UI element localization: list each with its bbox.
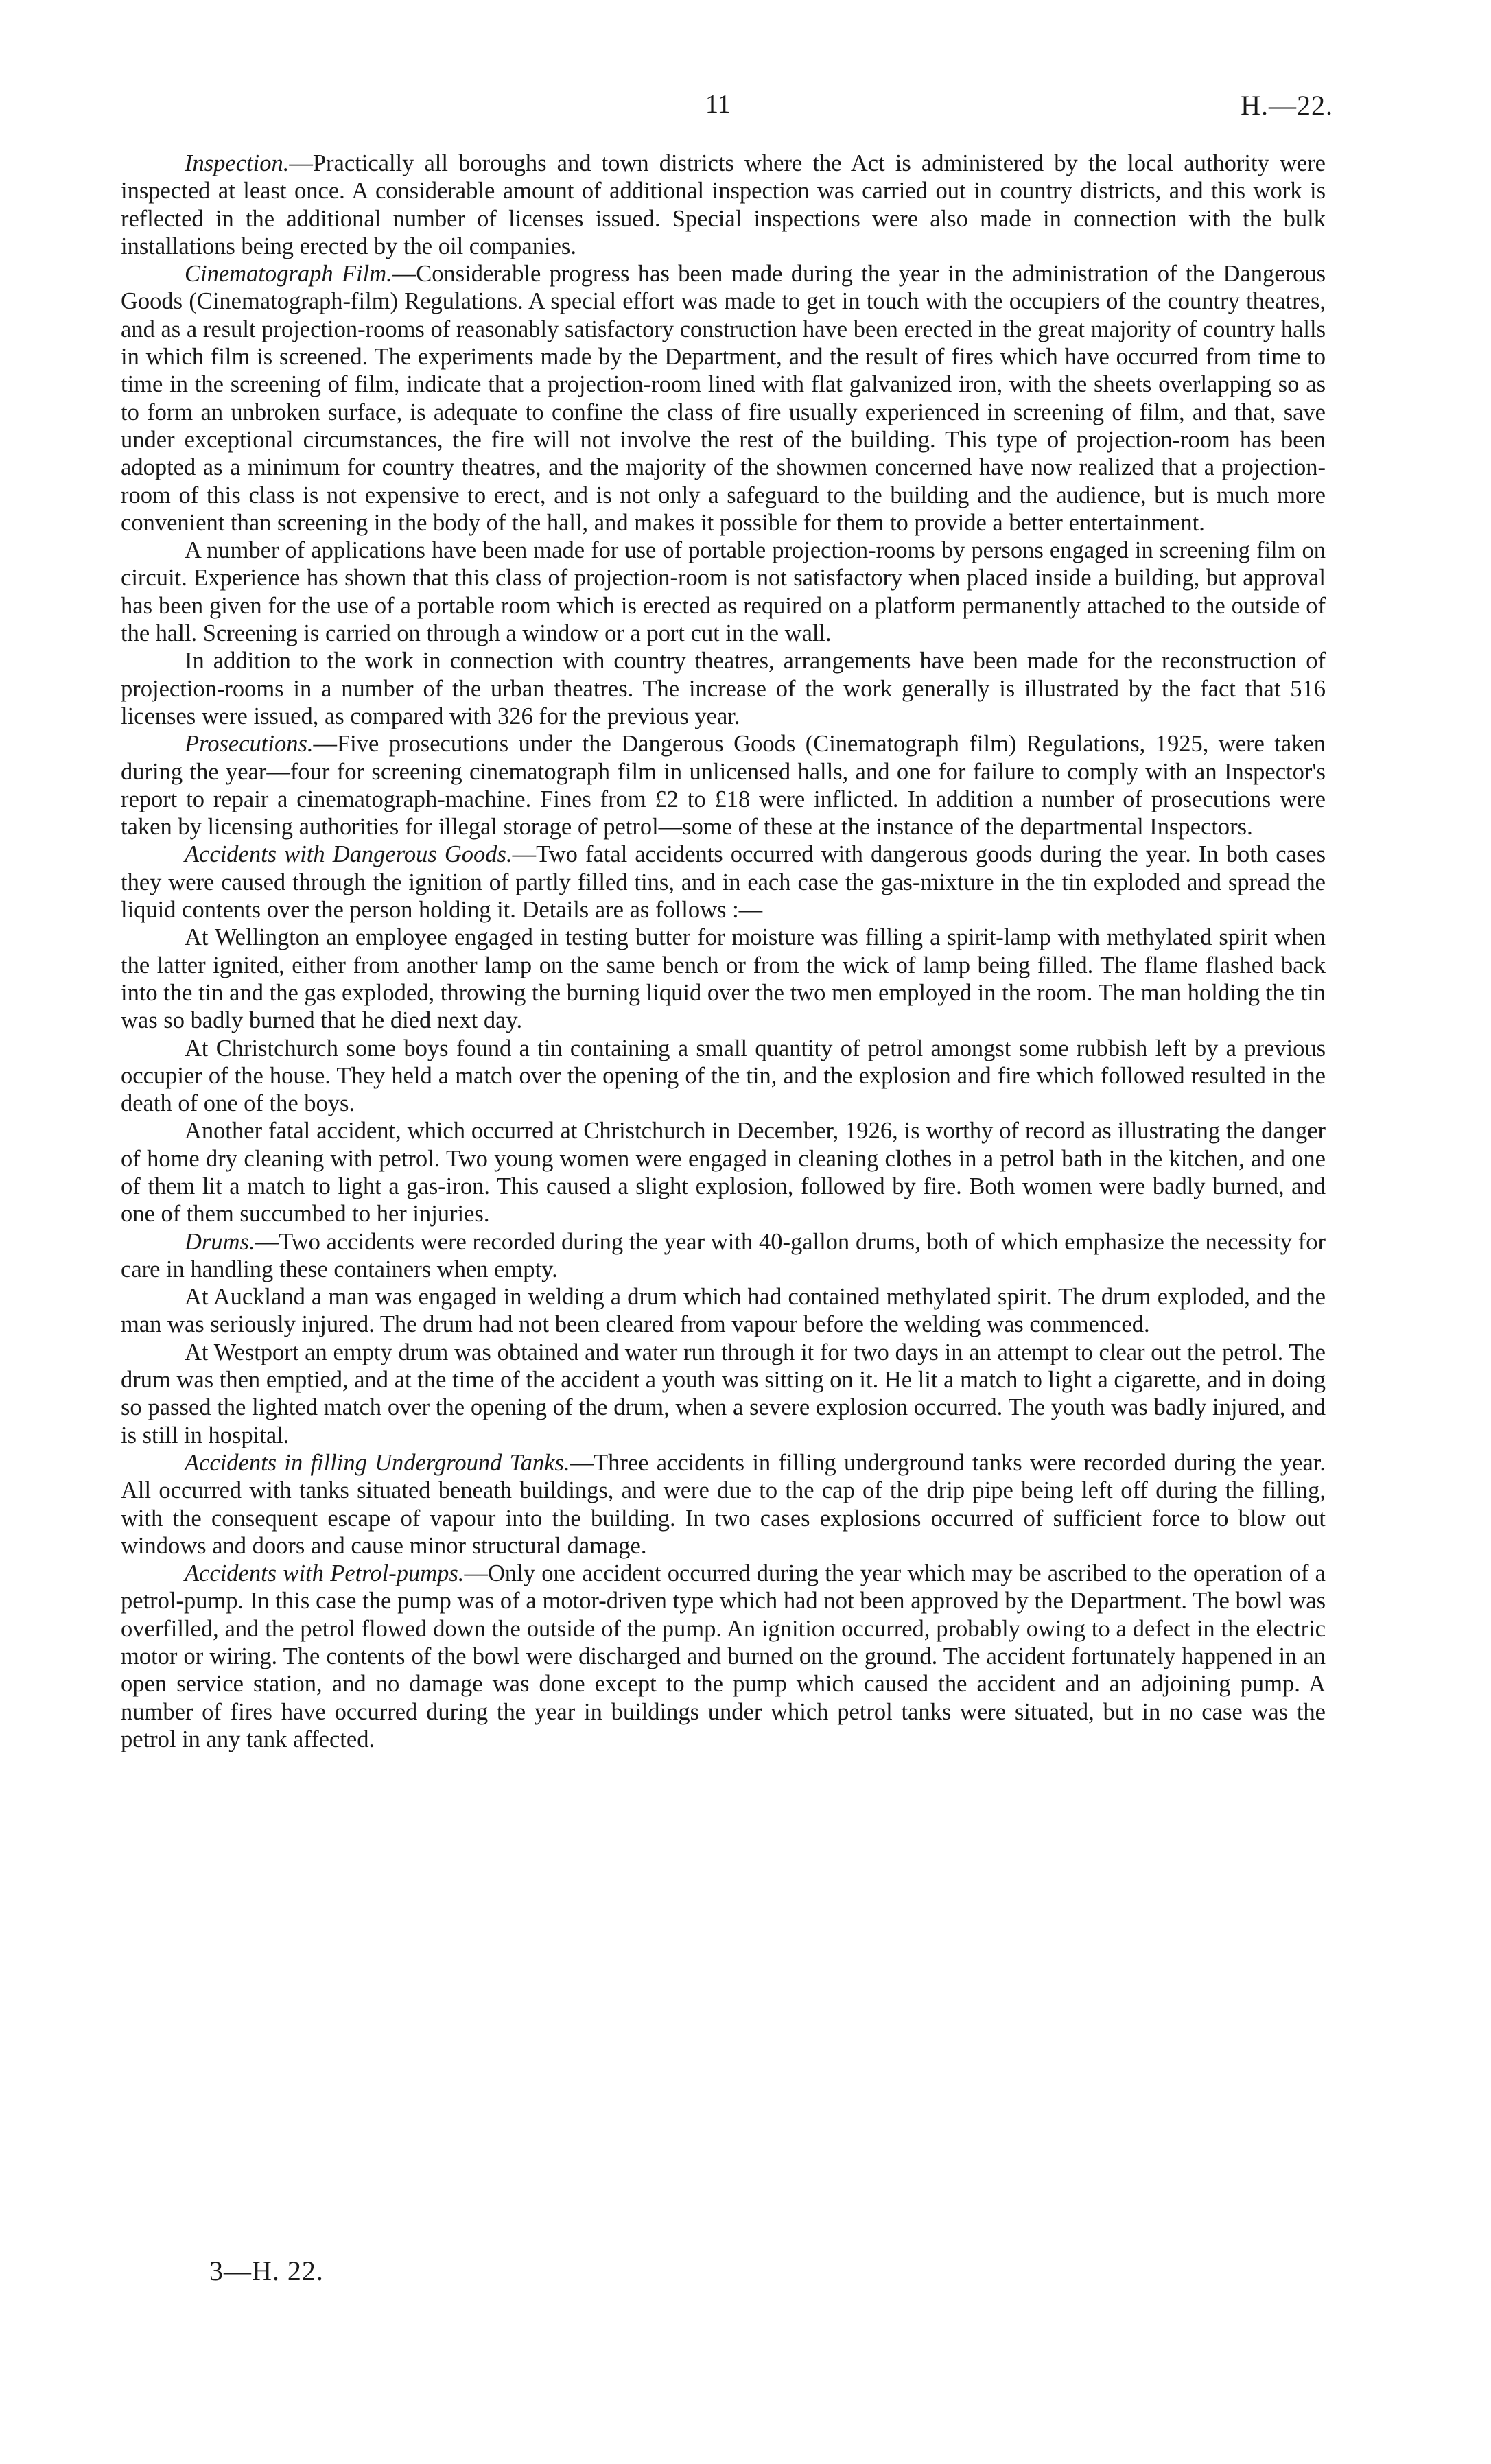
section-heading: Accidents with Petrol-pumps. — [185, 1560, 465, 1587]
paragraph-text: At Wellington an employee engaged in testing butter for moisture was filling a spirit-lamp with methylated spirit when the latter ignited, either from another lamp on the same bench or from the wick of lamp being filled. The flame flashed back into the tin and the gas exploded, throwing the burning liquid over the two men employed in the room. The man holding the tin was so badly burned that he died next day. — [121, 924, 1326, 1034]
section-heading: Cinematograph Film. — [185, 261, 392, 288]
paragraph — [121, 1228, 1326, 1284]
section-heading: Accidents with Dangerous Goods. — [185, 841, 513, 868]
paragraph — [121, 1560, 1326, 1753]
paragraph-text: —Two accidents were recorded during the year with 40-gallon drums, both of which emphasize the necessity for care in handling these containers when empty. — [121, 1228, 1326, 1282]
paragraph — [121, 1339, 1326, 1449]
paragraph — [121, 537, 1326, 647]
paragraph — [121, 260, 1326, 537]
section-heading: Drums. — [185, 1228, 255, 1255]
paragraph — [121, 841, 1326, 924]
paragraph — [121, 924, 1326, 1034]
page-header — [0, 89, 1491, 130]
paragraph-text: —Considerable progress has been made during the year in the administration of the Dangerous Goods (Cinematograph-film) Regulations. A special effort was made to get in touch with the occupiers of the country theatres, and as a result projection-rooms of reasonably satisfactory construction have been erected in the great majority of country halls in which film is screened. The experiments made by the Department, and the result of fires which have occurred from time to time in the screening of film, indicate that a projection-room lined with flat galvanized iron, with the sheets overlapping so as to form an unbroken surface, is adequate to confine the class of fire usually experienced in screening of film, and that, save under exceptional circumstances, the fire will not involve the rest of the building. This type of projection-room has been adopted as a minimum for country theatres, and the majority of the showmen concerned have now realized that a projection-room of this class is not expensive to erect, and is not only a safeguard to the building and the audience, but is much more convenient than screening in the body of the hall, and makes it possible for them to provide a better entertainment. — [121, 261, 1326, 536]
paragraph — [121, 730, 1326, 841]
paragraph-text: Another fatal accident, which occurred at Christchurch in December, 1926, is worthy of record as illustrating the danger of home dry cleaning with petrol. Two young women were engaged in cleaning clothes in a petrol bath in the kitchen, and one of them lit a match to light a gas-iron. This caused a slight explosion, followed by fire. Both women were badly burned, and one of them succumbed to her injuries. — [121, 1118, 1326, 1228]
paragraph — [121, 1449, 1326, 1560]
paragraph-text: —Five prosecutions under the Dangerous Goods (Cinematograph film) Regulations, 1925, were taken during the year—four for screening cinematograph film in unlicensed halls, and one for failure to comply with an Inspector's report to repair a cinematograph-machine. Fines from £2 to £18 were inflicted. In addition a number of prosecutions were taken by licensing authorities for illegal storage of petrol—some of these at the instance of the departmental Inspectors. — [121, 731, 1326, 841]
paragraph — [121, 647, 1326, 730]
paragraph-text: —Two fatal accidents occurred with dangerous goods during the year. In both cases they were caused through the ignition of partly filled tins, and in each case the gas-mixture in the tin exploded and spread the liquid contents over the person holding it. Details are as follows :— — [121, 841, 1326, 924]
paragraph-text: At Westport an empty drum was obtained and water run through it for two days in an attempt to clear out the petrol. The drum was then emptied, and at the time of the accident a youth was sitting on it. He lit a match to light a cigarette, and in doing so passed the lighted match over the opening of the drum, when a severe explosion occurred. The youth was badly injured, and is still in hospital. — [121, 1339, 1326, 1448]
document-reference: H.—22. — [1241, 90, 1333, 121]
paragraph-text: At Auckland a man was engaged in welding a drum which had contained methylated spirit. The drum exploded, and the man was seriously injured. The drum had not been cleared from vapour before the welding was commenced. — [121, 1284, 1326, 1338]
section-heading: Prosecutions. — [185, 731, 314, 758]
footer-signature-ref: 3—H. 22. — [209, 2255, 324, 2286]
paragraph-text: At Christchurch some boys found a tin containing a small quantity of petrol amongst some rubbish left by a previous occupier of the house. They held a match over the opening of the tin, and the explosion and fire which followed resulted in the death of one of the boys. — [121, 1035, 1326, 1117]
paragraph-text: A number of applications have been made for use of portable projection-rooms by persons engaged in screening film on circuit. Experience has shown that this class of projection-room is not satisfactory when placed inside a building, but approval has been given for the use of a portable room which is erected as required on a platform permanently attached to the outside of the hall. Screening is carried on through a window or a port cut in the wall. — [121, 537, 1326, 647]
paragraph — [121, 150, 1326, 260]
section-heading: Accidents in filling Underground Tanks. — [185, 1449, 570, 1476]
paragraph — [121, 1117, 1326, 1228]
paragraph-text: In addition to the work in connection with country theatres, arrangements have been made for the reconstruction of projection-rooms in a number of the urban theatres. The increase of the work generally is illustrated by the fact that 516 licenses were issued, as compared with 326 for the previous year. — [121, 648, 1326, 729]
page-number: 11 — [705, 90, 731, 119]
section-heading: Inspection. — [185, 150, 290, 176]
paragraph-text: —Three accidents in filling underground tanks were recorded during the year. All occurred with tanks situated beneath buildings, and were due to the cap of the drip pipe being left off during the filling, with the consequent escape of vapour into the building. In two cases explosions occurred of sufficient force to blow out windows and doors and cause minor structural damage. — [121, 1449, 1326, 1559]
paragraph — [121, 1035, 1326, 1118]
paragraph-text: —Practically all boroughs and town districts where the Act is administered by the local authority were inspected at least once. A considerable amount of additional inspection was carried out in country districts, and this work is reflected in the additional number of licenses issued. Special inspections were also made in connection with the bulk installations being erected by the oil companies. — [121, 150, 1326, 259]
paragraph — [121, 1283, 1326, 1339]
paragraph-text: —Only one accident occurred during the year which may be ascribed to the operation of a petrol-pump. In this case the pump was of a motor-driven type which had not been approved by the Department. The bowl was overfilled, and the petrol flowed down the outside of the pump. An ignition occurred, probably owing to a defect in the electric motor or wiring. The contents of the bowl were discharged and burned on the ground. The accident fortunately happened in an open service station, and no damage was done except to the pump which caused the accident and an adjoining pump. A number of fires have occurred during the year in buildings under which petrol tanks were situated, but in no case was the petrol in any tank affected. — [121, 1560, 1326, 1752]
body-text — [121, 150, 1326, 1753]
